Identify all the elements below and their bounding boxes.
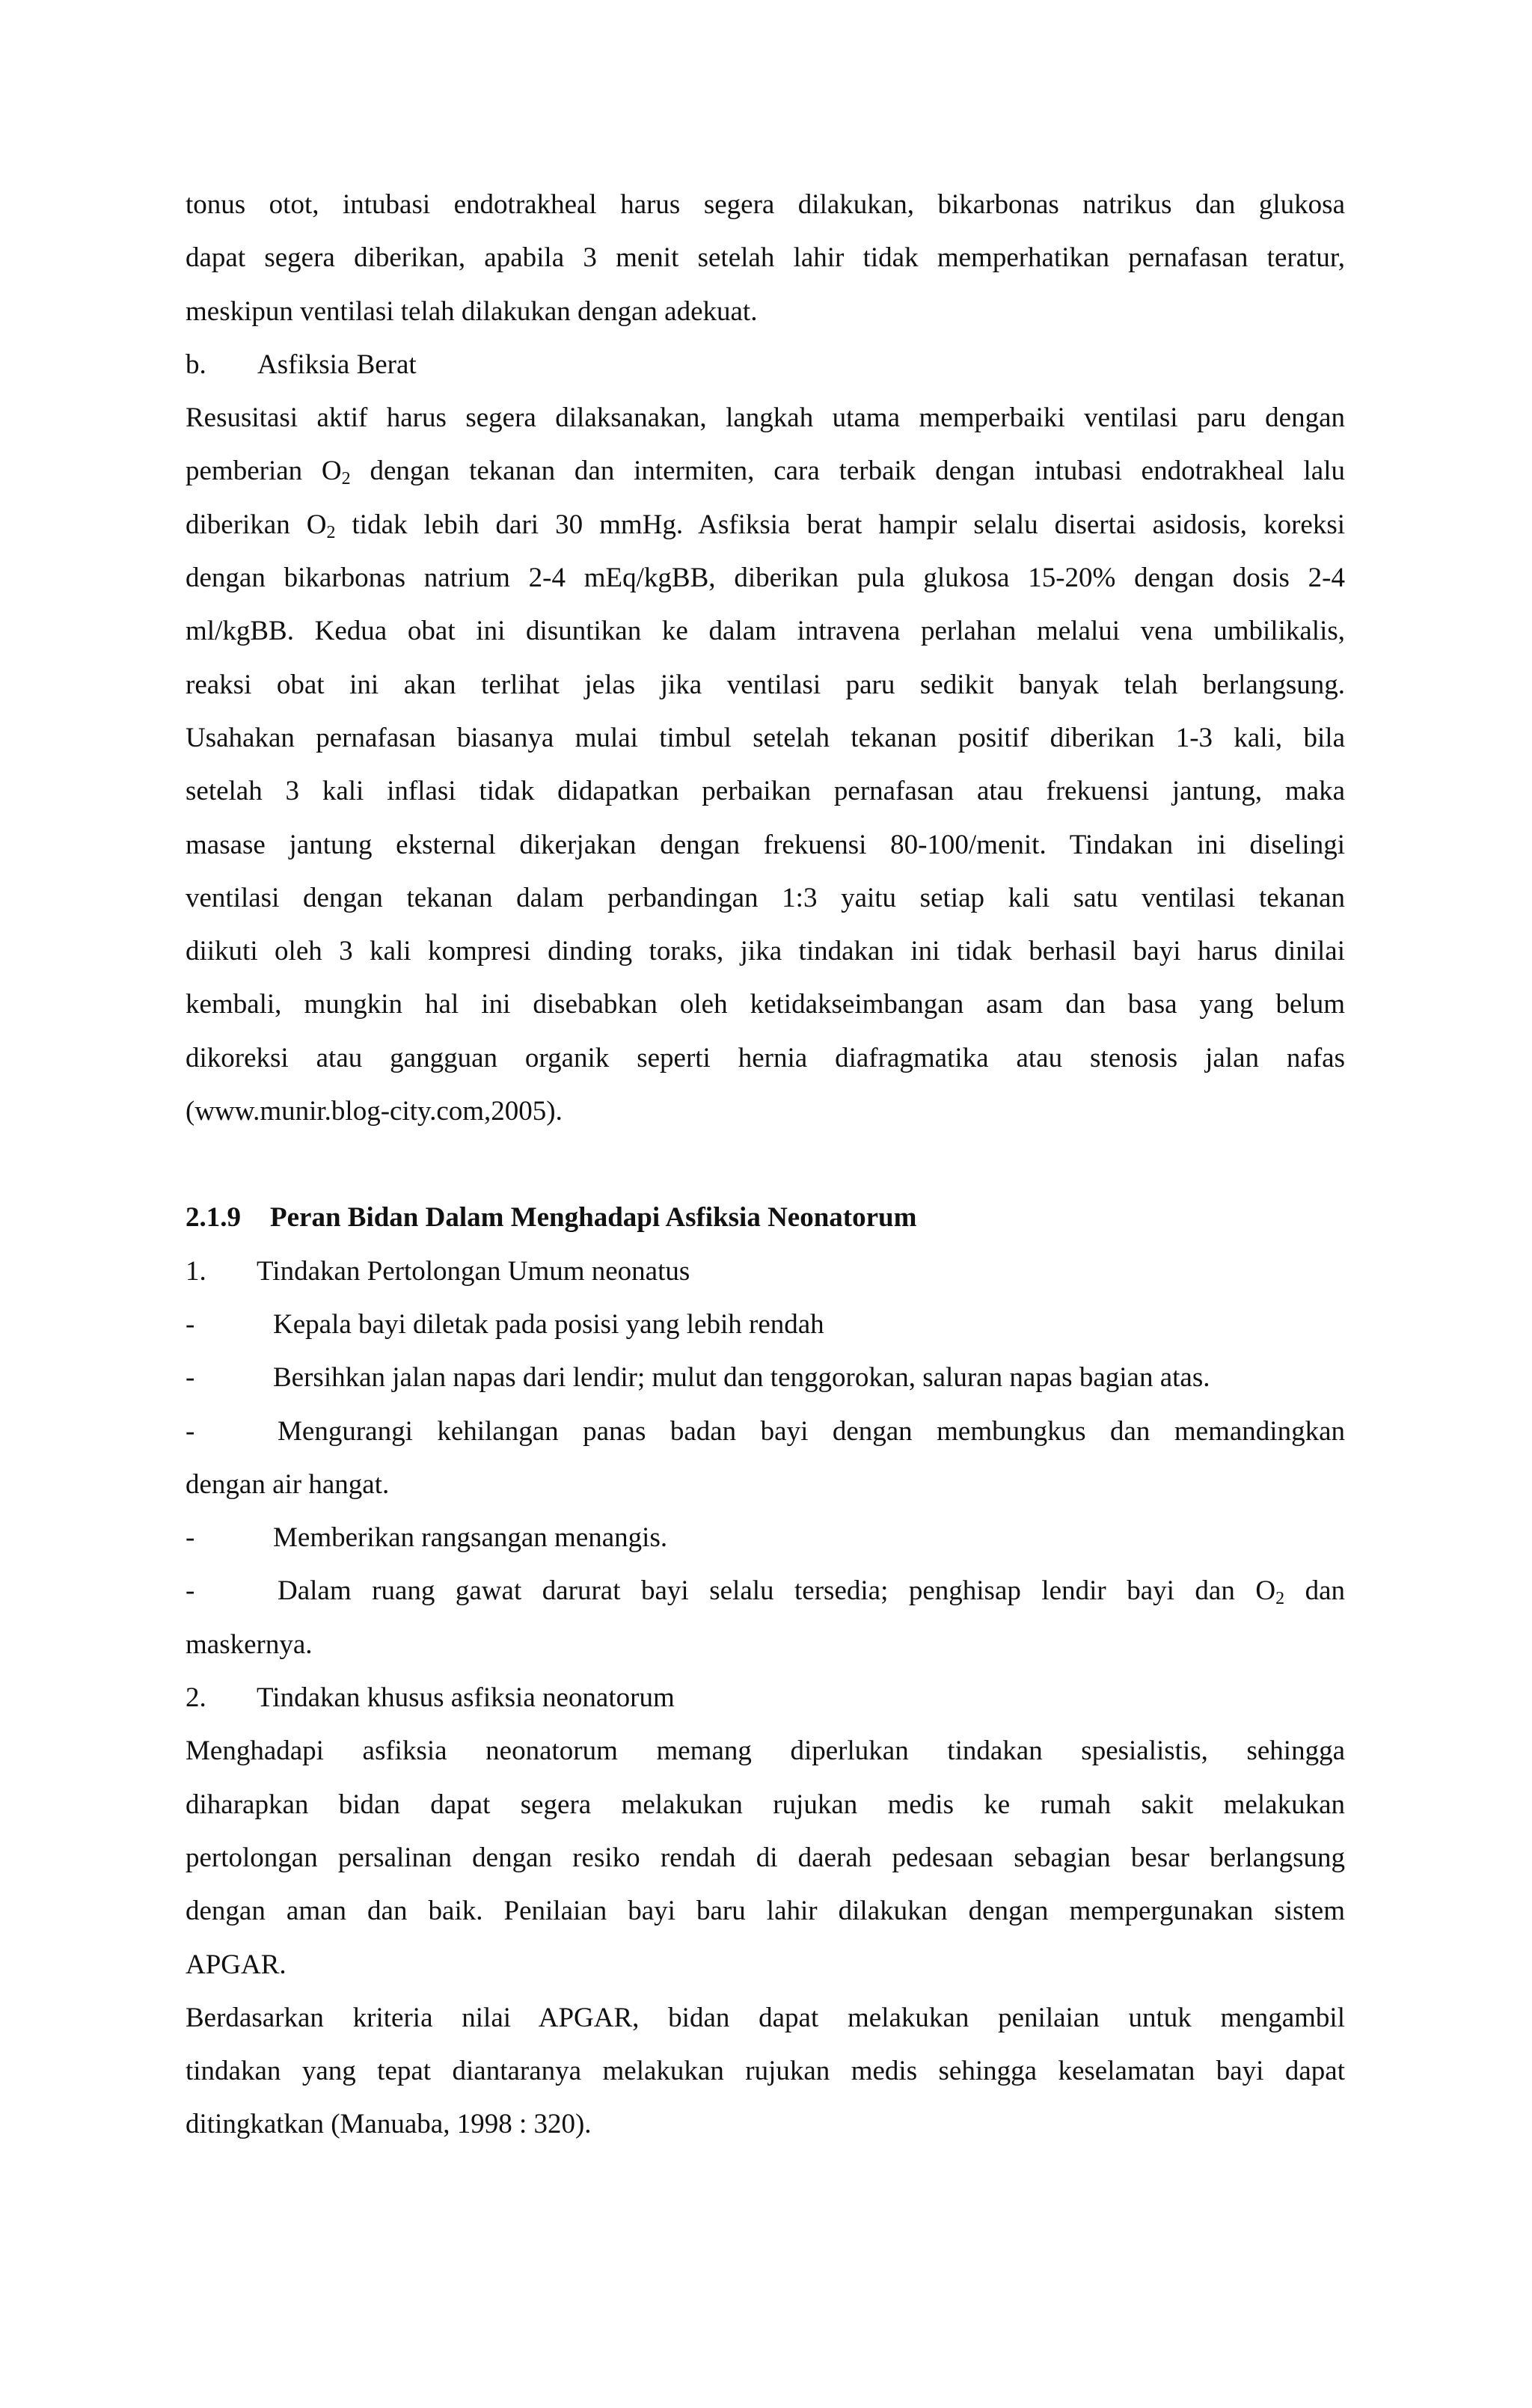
text-line: masase jantung eksternal dikerjakan dengan frekuensi 80-100/menit. Tindakan ini diselingi — [186, 829, 1345, 860]
text-line: APGAR. — [186, 1949, 287, 1980]
text-line: ditingkatkan (Manuaba, 1998 : 320). — [186, 2109, 592, 2140]
text-line: pertolongan persalinan dengan resiko rendah di daerah pedesaan sebagian besar berlangsung — [186, 1842, 1345, 1873]
text-line: Berdasarkan kriteria nilai APGAR, bidan dapat melakukan penilaian untuk mengambil — [186, 2002, 1345, 2033]
berat-paragraph — [186, 391, 1345, 1138]
list-item-text: Mengurangi kehilangan panas badan bayi dengan membungkus dan memandingkan — [278, 1415, 1345, 1447]
text-line: pemberian $O_2$ dengan tekanan dan intermiten, cara terbaik dengan intubasi endotrakheal lalu — [186, 456, 1345, 489]
list-marker: 1. — [186, 1255, 206, 1287]
text-line: Menghadapi asfiksia neonatorum memang diperlukan tindakan spesialistis, sehingga — [186, 1735, 1345, 1767]
document-page — [186, 178, 1345, 2151]
subsection-heading-b — [186, 338, 1345, 391]
apgar-paragraph — [186, 1991, 1345, 2151]
list-item-text: Bersihkan jalan napas dari lendir; mulut dan tenggorokan, saluran napas bagian atas. — [273, 1362, 1210, 1394]
text-line: Resusitasi aktif harus segera dilaksanakan, langkah utama memperbaiki ventilasi paru dengan — [186, 402, 1345, 434]
list-marker: - — [186, 1575, 195, 1607]
list-title: Tindakan khusus asfiksia neonatorum — [257, 1682, 675, 1714]
text-line: Usahakan pernafasan biasanya mulai timbul setelah tekanan positif diberikan 1-3 kali, bila — [186, 722, 1345, 753]
text-line: setelah 3 kali inflasi tidak didapatkan perbaikan pernafasan atau frekuensi jantung, maka — [186, 776, 1345, 807]
subsection-title: Asfiksia Berat — [257, 349, 417, 380]
list-marker: b. — [186, 349, 206, 380]
list-item-text: Memberikan rangsangan menangis. — [273, 1522, 668, 1554]
text-line: (www.munir.blog-city.com,2005). — [186, 1096, 563, 1127]
text-line: tonus otot, intubasi endotrakheal harus segera dilakukan, bikarbonas natrikus dan glukosa — [186, 189, 1345, 220]
list-heading-2 — [186, 1671, 1345, 1724]
text-line: kembali, mungkin hal ini disebabkan oleh ketidakseimbangan asam dan basa yang belum — [186, 989, 1345, 1020]
list-item-line: - Dalam ruang gawat darurat bayi selalu tersedia; penghisap lendir bayi dan $O_2$ dan — [186, 1564, 1345, 1617]
list-item-text: Kepala bayi diletak pada posisi yang lebih rendah — [273, 1308, 824, 1340]
khusus-paragraph — [186, 1724, 1345, 1991]
text-line: dikoreksi atau gangguan organik seperti hernia diafragmatika atau stenosis jalan nafas — [186, 1042, 1345, 1073]
text-line: meskipun ventilasi telah dilakukan dengan adekuat. — [186, 295, 758, 327]
list-item — [186, 1511, 1345, 1564]
list-item-line — [186, 1405, 1345, 1458]
section-title: Peran Bidan Dalam Menghadapi Asfiksia Neonatorum — [270, 1202, 917, 1234]
list-item — [186, 1351, 1345, 1404]
list-item — [186, 1405, 1345, 1512]
list-marker: - — [186, 1522, 195, 1554]
text-line: dengan bikarbonas natrium 2-4 mEq/kgBB, diberikan pula glukosa 15-20% dengan dosis 2-4 — [186, 563, 1345, 594]
text-line: dengan aman dan baik. Penilaian bayi baru lahir dilakukan dengan mempergunakan sistem — [186, 1896, 1345, 1927]
section-heading — [186, 1191, 1345, 1244]
list-title: Tindakan Pertolongan Umum neonatus — [257, 1255, 690, 1287]
list-marker: - — [186, 1308, 195, 1340]
text-line: ml/kgBB. Kedua obat ini disuntikan ke dalam intravena perlahan melalui vena umbilikalis, — [186, 616, 1345, 647]
text-line: tindakan yang tepat diantaranya melakukan rujukan medis sehingga keselamatan bayi dapat — [186, 2056, 1345, 2087]
list-item — [186, 1298, 1345, 1351]
intro-paragraph — [186, 178, 1345, 338]
text-line: reaksi obat ini akan terlihat jelas jika ventilasi paru sedikit banyak telah berlangsung. — [186, 669, 1345, 700]
text-line: diikuti oleh 3 kali kompresi dinding toraks, jika tindakan ini tidak berhasil bayi harus dinilai — [186, 936, 1345, 967]
list-item — [186, 1564, 1345, 1671]
list-item-line: maskernya. — [186, 1629, 313, 1660]
list-item-line: dengan air hangat. — [186, 1468, 390, 1500]
section-number: 2.1.9 — [186, 1202, 241, 1234]
spacer — [186, 1138, 1345, 1191]
list-marker: - — [186, 1415, 195, 1447]
list-heading-1 — [186, 1245, 1345, 1298]
list-marker: 2. — [186, 1682, 206, 1714]
text-line: ventilasi dengan tekanan dalam perbandingan 1:3 yaitu setiap kali satu ventilasi tekanan — [186, 882, 1345, 913]
list-marker: - — [186, 1362, 195, 1394]
text-line: diharapkan bidan dapat segera melakukan rujukan medis ke rumah sakit melakukan — [186, 1789, 1345, 1820]
text-line: dapat segera diberikan, apabila 3 menit setelah lahir tidak memperhatikan pernafasan teratur, — [186, 242, 1345, 274]
text-line: diberikan $O_2$ tidak lebih dari 30 mmHg. Asfiksia berat hampir selalu disertai asidosis, koreksi — [186, 509, 1345, 542]
